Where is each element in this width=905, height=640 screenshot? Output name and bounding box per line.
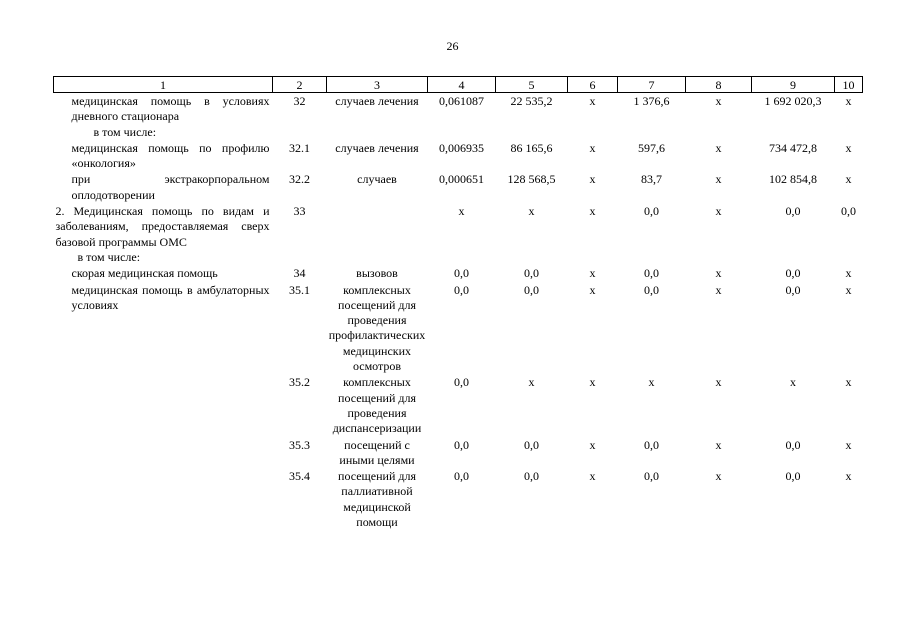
value-cell: х [845,140,852,155]
value-cell: х [589,266,596,281]
table-row [54,140,863,172]
value-cell: 0,0 [524,437,539,452]
unit-cell: посещений для паллиативной медицинской помощи [338,469,416,530]
value-cell: 0,006935 [439,140,484,155]
col-header: 7 [618,77,686,93]
value-cell: х [589,172,596,187]
value-cell: х [715,266,722,281]
value-cell: х [845,94,852,108]
value-cell: 0,0 [644,204,659,219]
indicator-name-cell [54,282,273,375]
value-cell: 1 692 020,3 [764,94,822,108]
value-cell: х [845,172,852,187]
value-cell: х [458,204,465,219]
data-table [53,76,863,530]
table-row [54,374,863,436]
indicator-name: при экстракорпоральном оплодотворении [71,172,270,202]
page-number: 26 [446,39,459,53]
value-cell: 102 854,8 [769,172,817,187]
value-cell: 0,0 [785,204,801,219]
value-cell: 1 376,6 [633,94,670,108]
row-number-cell: 35.3 [289,437,310,452]
indicator-name-cell [54,140,273,172]
value-cell: 0,0 [524,266,539,281]
table-row [54,93,863,140]
table-row [54,282,863,375]
row-number-cell: 34 [293,266,306,281]
value-cell: х [715,375,722,390]
value-cell: 0,0 [454,266,469,281]
indicator-name-cell [54,171,273,203]
indicator-name-cell [54,265,273,281]
value-cell: х [715,140,722,155]
header-row [54,77,863,93]
col-header: 1 [54,77,273,93]
value-cell: 0,0 [454,375,469,390]
unit-cell: случаев лечения [335,140,419,155]
value-cell: 0,0 [644,437,659,452]
value-cell: х [715,94,722,108]
value-cell: х [589,469,596,484]
value-cell: 0,0 [785,282,801,297]
value-cell: 86 165,6 [510,140,553,155]
value-cell: х [845,469,852,484]
col-header: 6 [568,77,618,93]
indicator-name-cell [54,93,273,140]
including-label: в том числе: [93,124,157,139]
value-cell: х [528,204,535,219]
value-cell: 83,7 [641,172,662,187]
value-cell: 0,0 [644,282,659,297]
value-cell: х [790,375,796,390]
indicator-name-cell [54,468,273,530]
value-cell: х [589,437,596,452]
col-header: 5 [496,77,568,93]
indicator-name: скорая медицинская помощь [71,266,218,281]
value-cell: 0,0 [644,266,659,281]
row-number-cell: 32.2 [289,172,310,187]
value-cell: х [589,204,596,219]
table-row [54,171,863,203]
value-cell: х [845,282,852,297]
value-cell: 0,0 [454,437,469,452]
col-header: 4 [428,77,496,93]
value-cell: 597,6 [638,140,665,155]
unit-cell: комплексных посещений для проведения диспансеризации [332,375,422,436]
value-cell: х [589,375,596,390]
row-number-cell: 35.4 [289,469,310,484]
value-cell: х [528,375,535,390]
value-cell: 0,0 [785,437,801,452]
value-cell: 0,0 [841,204,856,219]
value-cell: 0,0 [454,469,469,484]
indicator-name: медицинская помощь по профилю «онкология» [71,140,270,171]
row-number-cell: 35.1 [289,282,310,297]
value-cell: х [648,375,655,390]
value-cell: 0,000651 [439,172,484,187]
col-header: 8 [686,77,752,93]
unit-cell: случаев [357,172,397,187]
indicator-name: медицинская помощь в условиях дневного стационара [71,94,270,124]
indicator-name-cell [54,203,273,265]
value-cell: 0,0 [524,282,539,297]
value-cell: х [845,437,852,452]
value-cell: х [845,266,852,281]
including-label: в том числе: [77,249,141,264]
value-cell: х [845,375,852,390]
value-cell: 0,061087 [439,94,484,108]
row-number-cell: 32 [293,94,306,108]
unit-cell: вызовов [356,266,398,281]
unit-cell: комплексных посещений для проведения профилактических медицинских осмотров [328,282,426,374]
value-cell: 22 535,2 [510,94,553,108]
unit-cell: случаев лечения [335,94,419,108]
value-cell: х [715,469,722,484]
col-header: 10 [835,77,863,93]
col-header: 9 [752,77,835,93]
value-cell: х [715,437,722,452]
row-number-cell: 32.1 [289,140,310,155]
value-cell: 128 568,5 [507,172,556,187]
col-header: 2 [273,77,327,93]
value-cell: х [589,94,596,108]
row-number-cell: 35.2 [289,375,310,390]
value-cell: 0,0 [785,469,801,484]
value-cell: 0,0 [524,469,539,484]
unit-cell: посещений с иными целями [339,437,415,467]
value-cell: х [589,140,596,155]
row-number-cell: 33 [293,204,306,219]
table-row [54,265,863,281]
value-cell: 0,0 [785,266,801,281]
unit-cell [327,203,428,265]
table-row [54,203,863,265]
indicator-name: медицинская помощь в амбулаторных условиях [71,282,270,312]
indicator-name-cell [54,437,273,469]
table-row [54,437,863,469]
value-cell: х [715,282,722,297]
value-cell: 0,0 [454,282,469,297]
value-cell: х [589,282,596,297]
value-cell: х [715,204,722,219]
col-header: 3 [327,77,428,93]
value-cell: 0,0 [644,469,659,484]
value-cell: 734 472,8 [769,140,817,155]
value-cell: х [715,172,722,187]
indicator-name: 2. Медицинская помощь по видам и заболеваниям, предоставляемая сверх базовой программы ОМС [55,204,270,249]
indicator-name-cell [54,374,273,436]
table-row [54,468,863,530]
